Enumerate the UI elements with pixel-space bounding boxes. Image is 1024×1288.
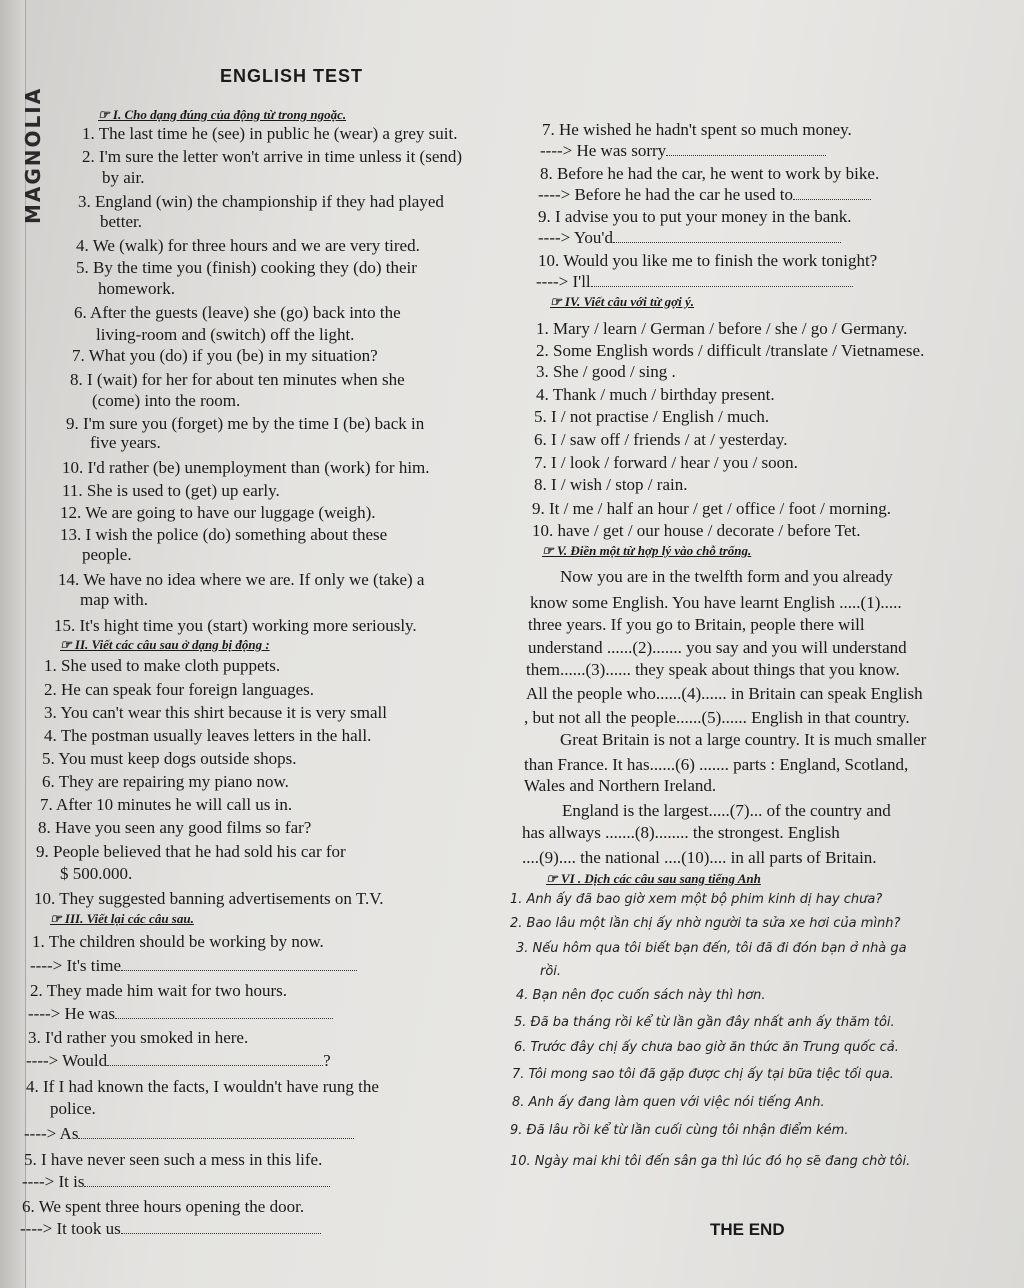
s6-line: 9. Đã lâu rồi kể từ lần cuối cùng tôi nhận điểm kém. [510, 1123, 849, 1138]
s4-line: 1. Mary / learn / German / before / she / go / Germany. [536, 319, 908, 338]
s2-line: 5. You must keep dogs outside shops. [42, 749, 297, 768]
s5-line: Wales and Northern Ireland. [524, 776, 717, 795]
s1-line: 10. I'd rather (be) unemployment than (work) for him. [62, 458, 430, 477]
s6-line: 2. Bao lâu một lần chị ấy nhờ người ta sửa xe hơi của mình? [510, 916, 901, 931]
s1-line: map with. [80, 590, 148, 609]
s5-line: understand ......(2)....... you say and you will understand [528, 638, 907, 657]
s1-line: 2. I'm sure the letter won't arrive in time unless it (send) [82, 147, 463, 166]
s6-line: 8. Anh ấy đang làm quen với việc nói tiếng Anh. [512, 1095, 825, 1110]
s2-line: 10. They suggested banning advertisements on T.V. [34, 889, 384, 908]
s3-answer-line [30, 956, 357, 976]
s3-line: 6. We spent three hours opening the door. [22, 1197, 305, 1216]
s4-line: 10. have / get / our house / decorate / before Tet. [532, 521, 861, 540]
s6-line: 1. Anh ấy đã bao giờ xem một bộ phim kinh dị hay chưa? [510, 892, 883, 907]
s3r-line: 10. Would you like me to finish the work tonight? [538, 251, 878, 270]
s4-line: 9. It / me / half an hour / get / office / foot / morning. [532, 499, 891, 518]
section-6-heading: ☞ VI . Dịch các câu sau sang tiếng Anh [546, 871, 761, 886]
s2-line: 6. They are repairing my piano now. [42, 772, 289, 791]
s1-line: (come) into the room. [92, 391, 241, 410]
s3-line: 1. The children should be working by now. [32, 932, 324, 951]
s2-line: 2. He can speak four foreign languages. [44, 680, 315, 699]
magnolia-stamp: MAGNOLIA [21, 86, 45, 224]
answer-blank[interactable] [84, 1173, 330, 1187]
s5-line: ....(9).... the national ....(10).... in all parts of Britain. [522, 848, 877, 867]
s1-line: by air. [102, 168, 145, 187]
section-5-heading: ☞ V. Điền một từ hợp lý vào chỗ trống. [542, 543, 752, 558]
s3r-line: 7. He wished he hadn't spent so much money. [542, 120, 852, 139]
s6-line: 4. Bạn nên đọc cuốn sách này thì hơn. [516, 988, 766, 1003]
s5-line: than France. It has......(6) ....... parts : England, Scotland, [524, 755, 909, 774]
s1-line: 5. By the time you (finish) cooking they (do) their [76, 258, 417, 277]
s1-line: 12. We are going to have our luggage (weigh). [60, 503, 376, 522]
s1-line: five years. [90, 433, 161, 452]
s3-arrow-prompt: ----> You'd [538, 228, 613, 247]
s1-line: 8. I (wait) for her for about ten minutes when she [70, 370, 405, 389]
s4-line: 5. I / not practise / English / much. [534, 407, 770, 426]
s2-line: 7. After 10 minutes he will call us in. [40, 795, 293, 814]
answer-blank[interactable] [78, 1125, 354, 1139]
s3r-answer-line [538, 185, 871, 205]
s1-line: 4. We (walk) for three hours and we are very tired. [76, 236, 420, 255]
s3-answer-line [22, 1172, 330, 1192]
s6-line: rồi. [540, 964, 562, 979]
answer-blank[interactable] [613, 229, 841, 243]
s3-answer-line [26, 1051, 331, 1071]
answer-blank[interactable] [107, 1052, 323, 1066]
s4-line: 7. I / look / forward / hear / you / soon. [534, 453, 798, 472]
s3-line: police. [50, 1099, 96, 1118]
s1-line: 3. England (win) the championship if they had played [78, 192, 444, 211]
s1-line: better. [100, 212, 143, 231]
s3r-answer-line [540, 141, 826, 161]
s1-line: 7. What you (do) if you (be) in my situation? [72, 346, 378, 365]
s1-line: 1. The last time he (see) in public he (wear) a grey suit. [82, 124, 458, 143]
answer-blank[interactable] [666, 142, 826, 156]
s4-line: 2. Some English words / difficult /translate / Vietnamese. [536, 341, 925, 360]
s6-line: 10. Ngày mai khi tôi đến sân ga thì lúc đó họ sẽ đang chờ tôi. [510, 1154, 911, 1169]
s1-line: 13. I wish the police (do) something about these [60, 525, 388, 544]
s3-arrow-prompt: ----> He was sorry [540, 141, 667, 160]
s3-line: 2. They made him wait for two hours. [30, 981, 288, 1000]
answer-blank[interactable] [121, 957, 357, 971]
s2-line: 3. You can't wear this shirt because it is very small [44, 703, 388, 722]
s2-line: $ 500.000. [60, 864, 133, 883]
s1-line: 14. We have no idea where we are. If only we (take) a [58, 570, 425, 589]
s3r-line: 8. Before he had the car, he went to work by bike. [540, 164, 880, 183]
s4-line: 6. I / saw off / friends / at / yesterday. [534, 430, 788, 449]
s5-line: Great Britain is not a large country. It is much smaller [560, 730, 927, 749]
s3-arrow-prompt: ----> It took us [20, 1219, 121, 1238]
s5-line: has allways .......(8)........ the strongest. English [522, 823, 840, 842]
s1-line: 15. It's hight time you (start) working more seriously. [54, 616, 417, 635]
s5-line: , but not all the people......(5)...... English in that country. [524, 708, 910, 727]
s3-line: 5. I have never seen such a mess in this life. [24, 1150, 323, 1169]
section-3-heading: ☞ III. Viết lại các câu sau. [50, 911, 194, 926]
s1-line: living-room and (switch) off the light. [96, 325, 355, 344]
s3-line: 4. If I had known the facts, I wouldn't have rung the [26, 1077, 379, 1096]
s3-arrow-prompt: ----> I'll [536, 272, 591, 291]
s6-line: 3. Nếu hôm qua tôi biết bạn đến, tôi đã đi đón bạn ở nhà ga [516, 941, 907, 956]
s3-arrow-prompt: ----> Before he had the car he used to [538, 185, 794, 204]
s3-answer-line [24, 1124, 354, 1144]
s1-line: 11. She is used to (get) up early. [62, 481, 280, 500]
s1-line: people. [82, 545, 132, 564]
s4-line: 4. Thank / much / birthday present. [536, 385, 775, 404]
answer-blank[interactable] [793, 186, 871, 200]
answer-blank[interactable] [591, 273, 853, 287]
s5-line: Now you are in the twelfth form and you already [560, 567, 893, 586]
s1-line: homework. [98, 279, 175, 298]
right-column [510, 0, 1024, 1288]
s6-line: 5. Đã ba tháng rồi kể từ lần gần đây nhất anh ấy thăm tôi. [514, 1015, 895, 1030]
s3-arrow-prompt: ----> As [24, 1124, 79, 1143]
s6-line: 7. Tôi mong sao tôi đã gặp được chị ấy tại bữa tiệc tối qua. [512, 1067, 894, 1082]
s3-arrow-prompt: ----> It's time [30, 956, 122, 975]
s5-line: know some English. You have learnt English .....(1)..... [530, 593, 902, 612]
the-end-label: THE END [710, 1220, 785, 1239]
answer-blank[interactable] [115, 1005, 333, 1019]
s3r-line: 9. I advise you to put your money in the bank. [538, 207, 852, 226]
s3-line: 3. I'd rather you smoked in here. [28, 1028, 249, 1047]
section-4-heading: ☞ IV. Viết câu với từ gợi ý. [550, 294, 695, 309]
section-1-heading: ☞ I. Cho dạng đúng của động từ trong ngoặc. [98, 107, 347, 122]
s4-line: 8. I / wish / stop / rain. [534, 475, 688, 494]
s3-arrow-prompt: ----> He was [28, 1004, 115, 1023]
s4-line: 3. She / good / sing . [536, 362, 676, 381]
s3r-answer-line [538, 228, 841, 248]
s5-line: All the people who......(4)...... in Britain can speak English [526, 684, 923, 703]
question-mark: ? [323, 1051, 331, 1070]
section-2-heading: ☞ II. Viết các câu sau ở dạng bị động : [60, 637, 270, 652]
s3r-answer-line [536, 272, 853, 292]
s2-line: 9. People believed that he had sold his car for [36, 842, 346, 861]
s5-line: three years. If you go to Britain, people there will [528, 615, 865, 634]
s2-line: 4. The postman usually leaves letters in the hall. [44, 726, 372, 745]
s2-line: 1. She used to make cloth puppets. [44, 656, 281, 675]
s5-line: them......(3)...... they speak about things that you know. [526, 660, 900, 679]
s1-line: 6. After the guests (leave) she (go) back into the [74, 303, 401, 322]
test-title: ENGLISH TEST [220, 66, 364, 86]
s2-line: 8. Have you seen any good films so far? [38, 818, 312, 837]
s3-answer-line [20, 1219, 321, 1239]
s3-arrow-prompt: ----> It is [22, 1172, 85, 1191]
answer-blank[interactable] [121, 1220, 321, 1234]
s3-arrow-prompt: ----> Would [26, 1051, 108, 1070]
s6-line: 6. Trước đây chị ấy chưa bao giờ ăn thức ăn Trung quốc cả. [514, 1040, 899, 1055]
s3-answer-line [28, 1004, 333, 1024]
s5-line: England is the largest.....(7)... of the country and [562, 801, 891, 820]
s1-line: 9. I'm sure you (forget) me by the time I (be) back in [66, 414, 425, 433]
